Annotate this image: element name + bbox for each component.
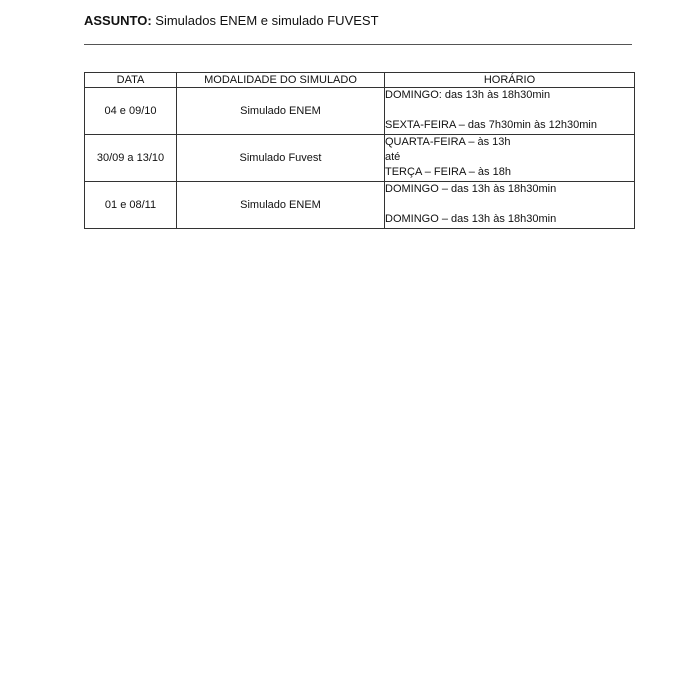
- schedule-cell: [385, 135, 635, 182]
- modality-cell: Simulado ENEM: [177, 88, 385, 135]
- column-header-schedule: HORÁRIO: [385, 73, 635, 88]
- column-header-date: DATA: [85, 73, 177, 88]
- subject-text: Simulados ENEM e simulado FUVEST: [155, 13, 379, 28]
- table-row: [85, 182, 635, 229]
- schedule-line: DOMINGO: das 13h às 18h30min: [385, 89, 551, 101]
- date-cell: 04 e 09/10: [85, 88, 177, 135]
- schedule-line: QUARTA-FEIRA – às 13h: [385, 136, 511, 148]
- schedule-line: DOMINGO – das 13h às 18h30min: [385, 183, 557, 195]
- header-divider: [84, 44, 632, 45]
- table-row: [85, 88, 635, 135]
- subject-line: [84, 13, 379, 29]
- table-header-row: [85, 73, 635, 88]
- subject-label: ASSUNTO:: [84, 13, 152, 28]
- schedule-line: TERÇA – FEIRA – às 18h: [385, 166, 511, 178]
- table-row: [85, 135, 635, 182]
- schedule-spacer: [385, 197, 634, 212]
- schedule-spacer: [385, 103, 634, 118]
- date-cell: 01 e 08/11: [85, 182, 177, 229]
- column-header-modality: MODALIDADE DO SIMULADO: [177, 73, 385, 88]
- date-cell: 30/09 a 13/10: [85, 135, 177, 182]
- schedule-cell: [385, 88, 635, 135]
- schedule-table: [84, 72, 635, 229]
- schedule-cell: [385, 182, 635, 229]
- modality-cell: Simulado Fuvest: [177, 135, 385, 182]
- schedule-line: DOMINGO – das 13h às 18h30min: [385, 213, 557, 225]
- modality-cell: Simulado ENEM: [177, 182, 385, 229]
- schedule-line: SEXTA-FEIRA – das 7h30min às 12h30min: [385, 119, 597, 131]
- schedule-line: até: [385, 151, 401, 163]
